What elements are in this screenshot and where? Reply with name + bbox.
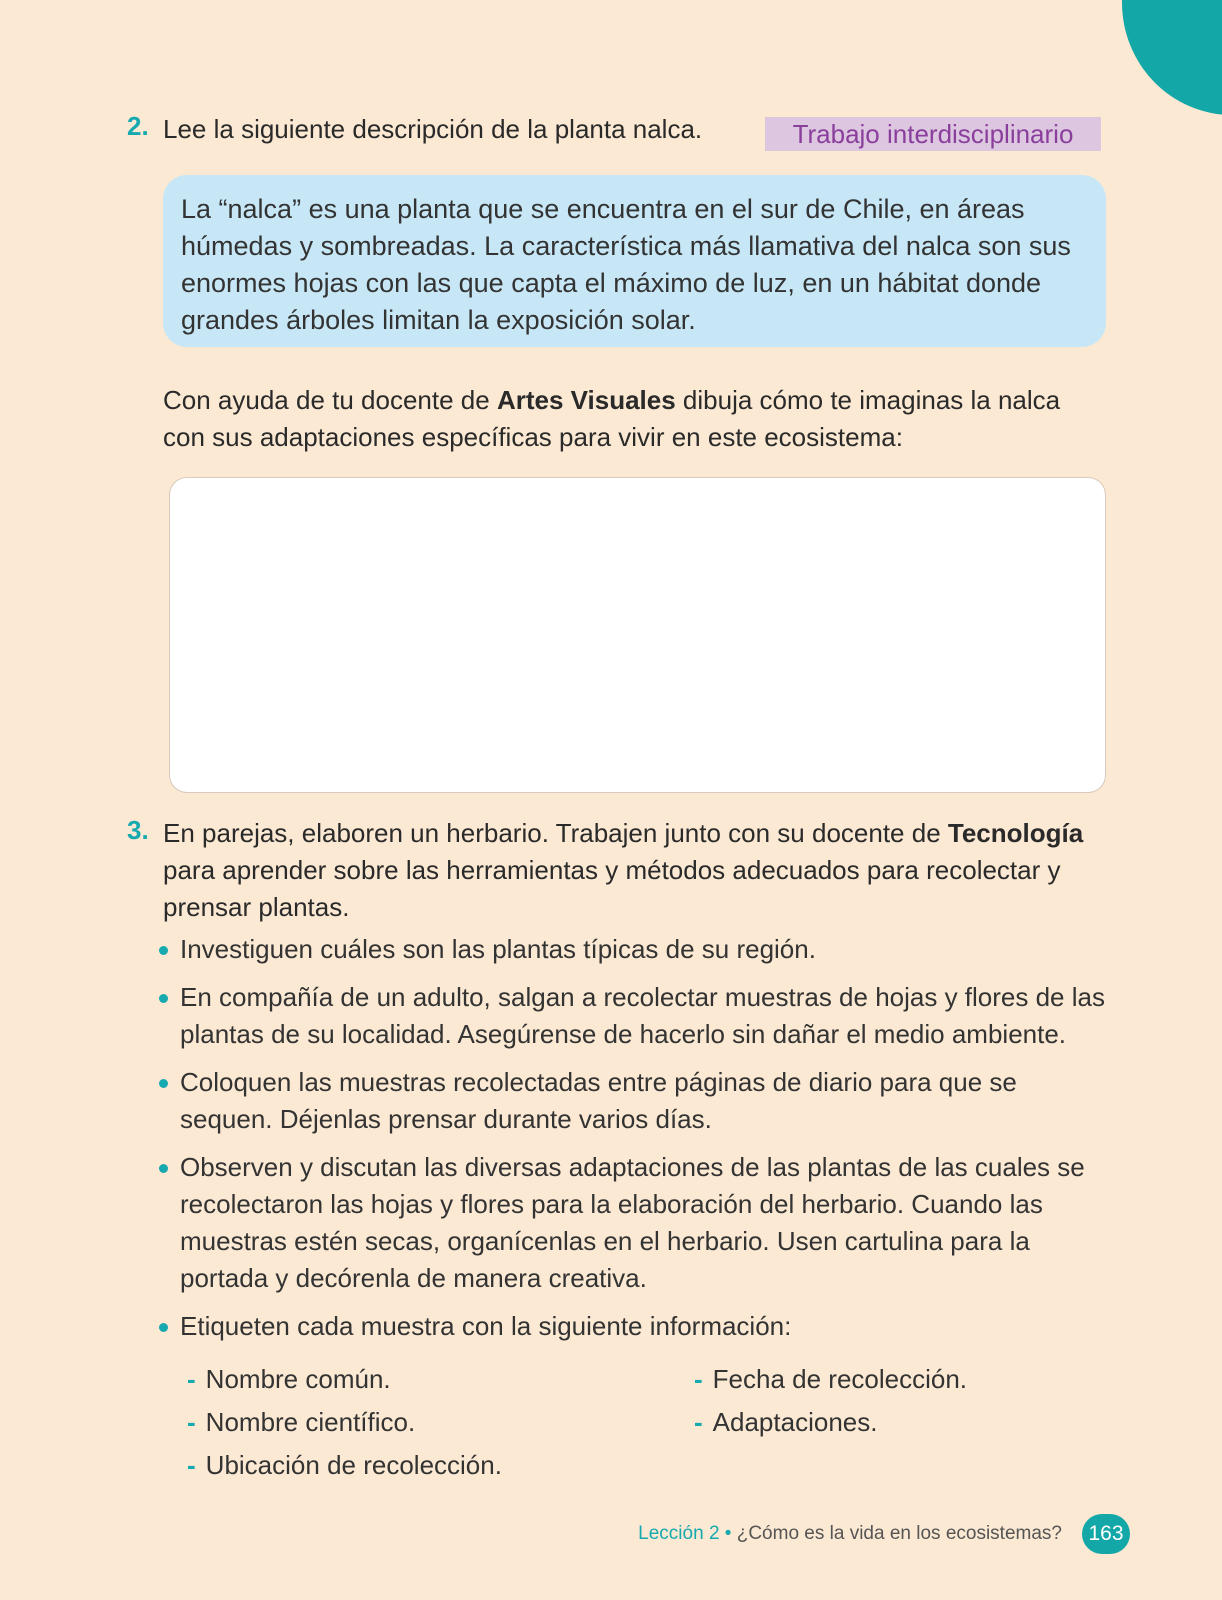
- list-item-text: Observen y discutan las diversas adaptaciones de las plantas de las cuales se recolectaron las hojas y flores para la elaboración del herbario. Cuando las muestras estén secas, organícenlas en el herbario. Usen cartulina para la portada y decórenla de manera creativa.: [180, 1152, 1085, 1293]
- list-item-text: Etiqueten cada muestra con la siguiente información:: [180, 1311, 792, 1341]
- question-3-intro: [163, 815, 1108, 926]
- dash-icon: -: [694, 1364, 703, 1394]
- nalca-description-text: La “nalca” es una planta que se encuentra en el sur de Chile, en áreas húmedas y sombreadas. La característica más llamativa del nalca son sus enormes hojas con las que capta el máximo de luz, en un hábitat donde grandes árboles limitan la exposición solar.: [181, 194, 1071, 335]
- list-item: [158, 1308, 1108, 1345]
- drawing-area[interactable]: [169, 477, 1106, 793]
- bullet-dot-icon: [159, 946, 168, 955]
- list-item: [158, 1064, 1108, 1138]
- list-item: [158, 1149, 1108, 1297]
- page-footer: [638, 1521, 1062, 1547]
- label-field-text: Nombre científico.: [205, 1407, 416, 1437]
- question-2-title: Lee la siguiente descripción de la planta nalca.: [163, 114, 703, 144]
- intro-subject-bold: Tecnología: [947, 818, 1084, 848]
- label-field-item: [187, 1361, 391, 1397]
- dash-icon: -: [187, 1407, 196, 1437]
- bullet-dot-icon: [159, 1164, 168, 1173]
- label-field-text: Adaptaciones.: [712, 1407, 878, 1437]
- corner-decoration: [1122, 0, 1222, 115]
- herbarium-steps-list: [158, 931, 1108, 1356]
- list-item-text: Investiguen cuáles son las plantas típicas de su región.: [180, 934, 816, 964]
- page-number: 163: [1082, 1514, 1130, 1554]
- label-field-item: [187, 1404, 415, 1440]
- bullet-dot-icon: [159, 1079, 168, 1088]
- label-field-item: [694, 1361, 967, 1397]
- nalca-description-box: [163, 175, 1106, 347]
- label-field-item: [694, 1404, 877, 1440]
- intro-text-post: para aprender sobre las herramientas y métodos adecuados para recolectar y prensar plantas.: [163, 855, 1061, 922]
- bullet-dot-icon: [159, 1323, 168, 1332]
- question-2-number: 2.: [127, 111, 149, 141]
- label-field-text: Ubicación de recolección.: [205, 1450, 502, 1480]
- instruction-text-post: dibuja cómo te imaginas la nalca con sus adaptaciones específicas para vivir en este ecosistema:: [163, 385, 1061, 452]
- dash-icon: -: [694, 1407, 703, 1437]
- drawing-instruction: [163, 382, 1103, 456]
- label-field-text: Fecha de recolección.: [712, 1364, 968, 1394]
- dash-icon: -: [187, 1364, 196, 1394]
- bullet-dot-icon: [159, 994, 168, 1003]
- label-field-text: Nombre común.: [205, 1364, 391, 1394]
- intro-text-pre: En parejas, elaboren un herbario. Trabajen junto con su docente de: [163, 818, 948, 848]
- lesson-subtitle: ¿Cómo es la vida en los ecosistemas?: [736, 1523, 1062, 1544]
- instruction-subject-bold: Artes Visuales: [496, 385, 676, 415]
- lesson-label: Lección 2: [638, 1523, 720, 1544]
- footer-separator: •: [719, 1523, 737, 1544]
- list-item-text: Coloquen las muestras recolectadas entre páginas de diario para que se sequen. Déjenlas prensar durante varios días.: [180, 1067, 1017, 1134]
- dash-icon: -: [187, 1450, 196, 1480]
- list-item: [158, 931, 1108, 968]
- interdisciplinary-tag: Trabajo interdisciplinario: [765, 117, 1101, 151]
- instruction-text-pre: Con ayuda de tu docente de: [163, 385, 497, 415]
- list-item-text: En compañía de un adulto, salgan a recolectar muestras de hojas y flores de las plantas de su localidad. Asegúrense de hacerlo sin dañar el medio ambiente.: [180, 982, 1105, 1049]
- label-field-item: [187, 1447, 502, 1483]
- question-3-number: 3.: [127, 815, 149, 845]
- list-item: [158, 979, 1108, 1053]
